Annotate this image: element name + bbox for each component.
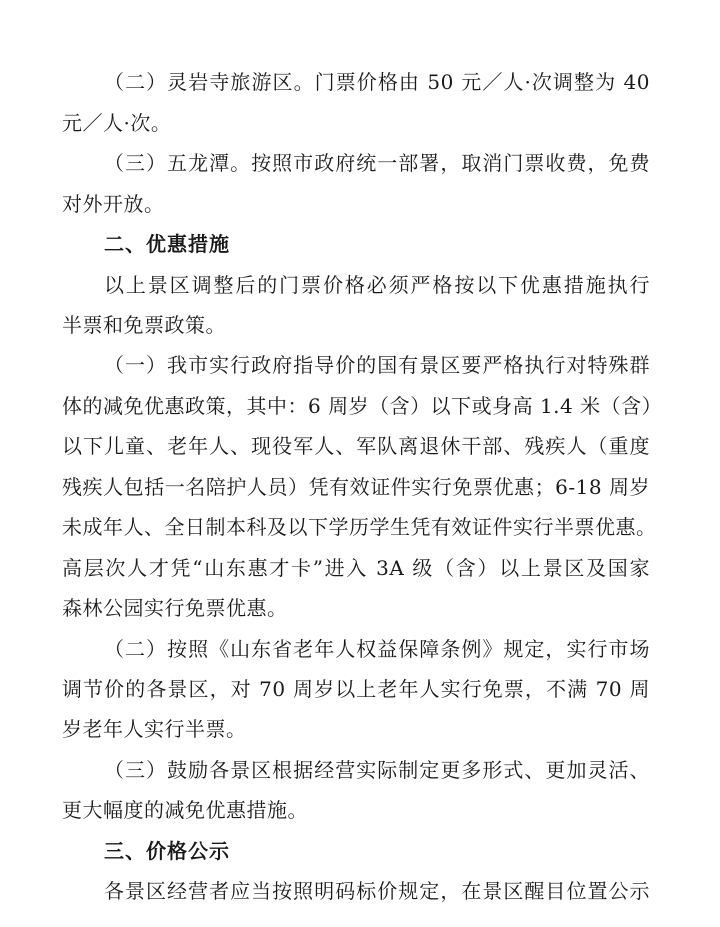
paragraph-line: 岁老年人实行半票。 bbox=[62, 717, 247, 741]
paragraph-line: （三）五龙潭。按照市政府统一部署，取消门票收费，免费 bbox=[104, 151, 650, 175]
paragraph-line: 未成年人、全日制本科及以下学历学生凭有效证件实行半票优惠。 bbox=[62, 515, 657, 539]
paragraph-line: 高层次人才凭“山东惠才卡”进入 3A 级（含）以上景区及国家 bbox=[62, 556, 650, 580]
paragraph-line: 以上景区调整后的门票价格必须严格按以下优惠措施执行 bbox=[104, 273, 650, 297]
paragraph-line: 各景区经营者应当按照明码标价规定，在景区醒目位置公示 bbox=[104, 879, 650, 903]
paragraph-line: 森林公园实行免票优惠。 bbox=[62, 596, 288, 620]
paragraph-line: （二）灵岩寺旅游区。门票价格由 50 元／人·次调整为 40 bbox=[104, 70, 650, 94]
paragraph-line: （一）我市实行政府指导价的国有景区要严格执行对特殊群 bbox=[104, 353, 650, 377]
section-heading-2: 二、优惠措施 bbox=[104, 232, 230, 256]
paragraph-line: 体的减免优惠政策，其中：6 周岁（含）以下或身高 1.4 米（含） bbox=[62, 394, 663, 418]
paragraph-line: 以下儿童、老年人、现役军人、军队离退休干部、残疾人（重度 bbox=[62, 434, 650, 458]
paragraph-line: 残疾人包括一名陪护人员）凭有效证件实行免票优惠；6-18 周岁 bbox=[62, 475, 650, 499]
section-heading-3: 三、价格公示 bbox=[104, 839, 230, 863]
paragraph-line: （二）按照《山东省老年人权益保障条例》规定，实行市场 bbox=[104, 637, 650, 661]
paragraph-line: 调节价的各景区，对 70 周岁以上老年人实行免票，不满 70 周 bbox=[62, 677, 650, 701]
paragraph-line: （三）鼓励各景区根据经营实际制定更多形式、更加灵活、 bbox=[104, 758, 650, 782]
paragraph-line: 半票和免票政策。 bbox=[62, 313, 226, 337]
paragraph-line: 更大幅度的减免优惠措施。 bbox=[62, 798, 308, 822]
paragraph-line: 对外开放。 bbox=[62, 192, 165, 216]
paragraph-line: 元／人·次。 bbox=[62, 111, 172, 135]
